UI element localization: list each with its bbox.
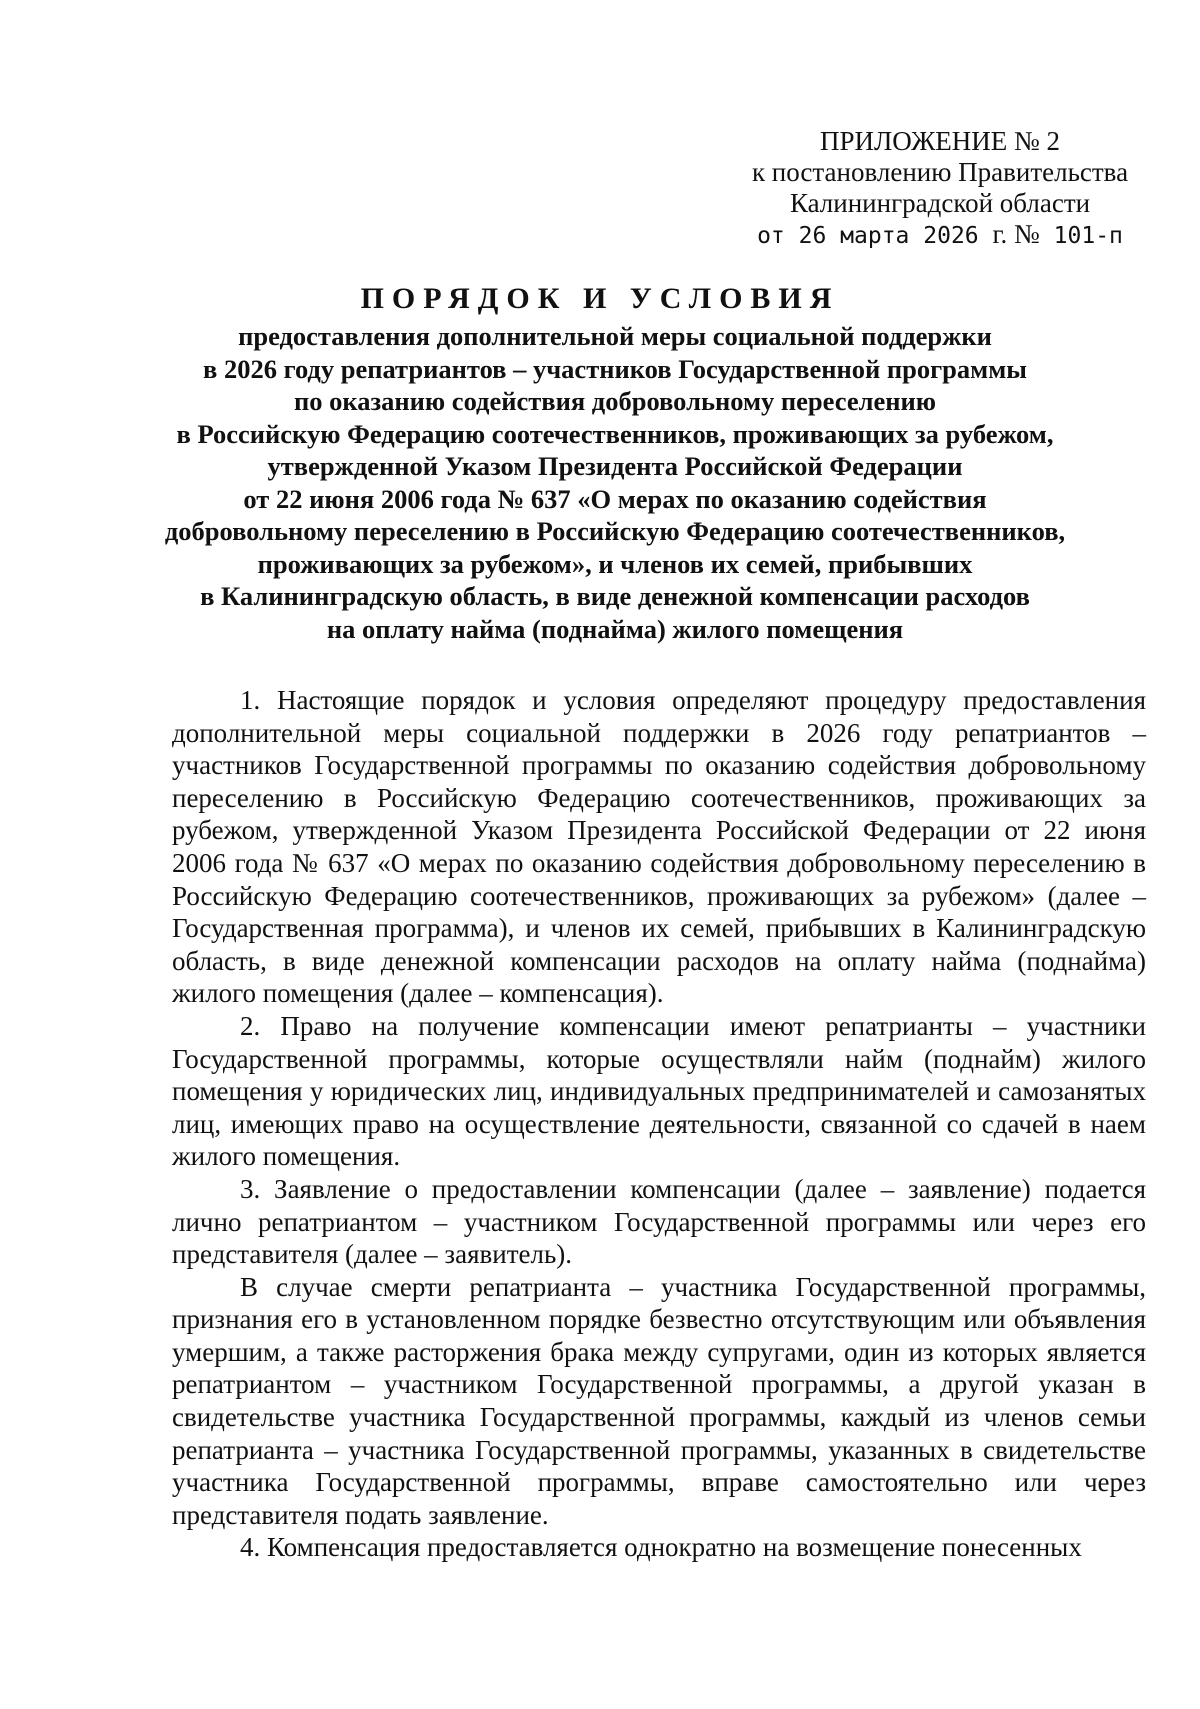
subtitle-line: по оказанию содействия добровольному переселению <box>293 386 937 416</box>
appendix-number-label: г. № <box>992 219 1040 249</box>
subtitle-line: от 22 июня 2006 года № 637 «О мерах по оказанию содействия <box>243 483 987 514</box>
subtitle-line: на оплату найма (поднайма) жилого помещения <box>326 613 904 644</box>
appendix-resolution-number: 101-п <box>1053 223 1123 249</box>
subtitle-line: проживающих за рубежом», и членов их семей, прибывших <box>257 548 973 579</box>
subtitle-line: в Калининградскую область, в виде денежной компенсации расходов <box>200 581 1030 611</box>
paragraph-3: 3. Заявление о предоставлении компенсации (далее – заявление) подается лично репатриантом – участником Государственной программы или через его представителя (далее – заявитель). <box>172 1173 1146 1270</box>
paragraph-2: 2. Право на получение компенсации имеют репатрианты – участники Государственной программы, которые осуществляли найм (поднайм) жилого помещения у юридических лиц, индивидуальных предпринимателей и самозанятых лиц, имеющих право на осуществление деятельности, связанной со сдачей в наем жилого помещения. <box>172 1010 1146 1172</box>
subtitle-line: в Российскую Федерацию соотечественников, проживающих за рубежом, <box>176 418 1054 449</box>
subtitle-line: утвержденной Указом Президента Российской Федерации <box>267 451 963 481</box>
subtitle-line: добровольному переселению в Российскую Федерацию соотечественников, <box>164 516 1066 546</box>
appendix-resolution-ref: к постановлению Правительства <box>751 157 1129 187</box>
subtitle-line: в 2026 году репатриантов – участников Государственной программы <box>203 353 1027 384</box>
paragraph-4: 4. Компенсация предоставляется однократно на возмещение понесенных <box>240 1532 1082 1563</box>
subtitle-line: предоставления дополнительной меры социальной поддержки <box>238 321 992 351</box>
appendix-number: ПРИЛОЖЕНИЕ № 2 <box>819 126 1061 156</box>
paragraph-3-continued: В случае смерти репатрианта – участника Государственной программы, признания его в установленном порядке безвестно отсутствующим или объявления умершим, а также расторжения брака между супругами, один из которых является репатриантом – участником Государственной программы, а другой указан в свидетельстве участника Государственной программы, каждый из членов семьи репатрианта – участника Государственной программы, указанных в свидетельстве участника Государственной программы, вправе самостоятельно или через представителя подать заявление. <box>172 1271 1146 1530</box>
document-body <box>172 684 1146 1564</box>
document-subtitle <box>120 320 1110 645</box>
paragraph-1: 1. Настоящие порядок и условия определяют процедуру предоставления дополнительной меры социальной поддержки в 2026 году репатриантов – участников Государственной программы по оказанию содействия добровольному переселению в Российскую Федерацию соотечественников, проживающих за рубежом, утвержденной Указом Президента Российской Федерации от 22 июня 2006 года № 637 «О мерах по оказанию содействия добровольному переселению в Российскую Федерацию соотечественников, проживающих за рубежом» (далее – Государственная программа), и членов их семей, прибывших в Калининградскую область, в виде денежной компенсации расходов на оплату найма (поднайма) жилого помещения (далее – компенсация). <box>172 685 1146 1009</box>
appendix-region: Калининградской области <box>789 188 1091 218</box>
appendix-header <box>730 126 1150 252</box>
document-title: ПОРЯДОК И УСЛОВИЯ <box>360 282 840 315</box>
appendix-date: от 26 марта 2026 <box>757 223 979 249</box>
appendix-date-line <box>730 219 1150 252</box>
